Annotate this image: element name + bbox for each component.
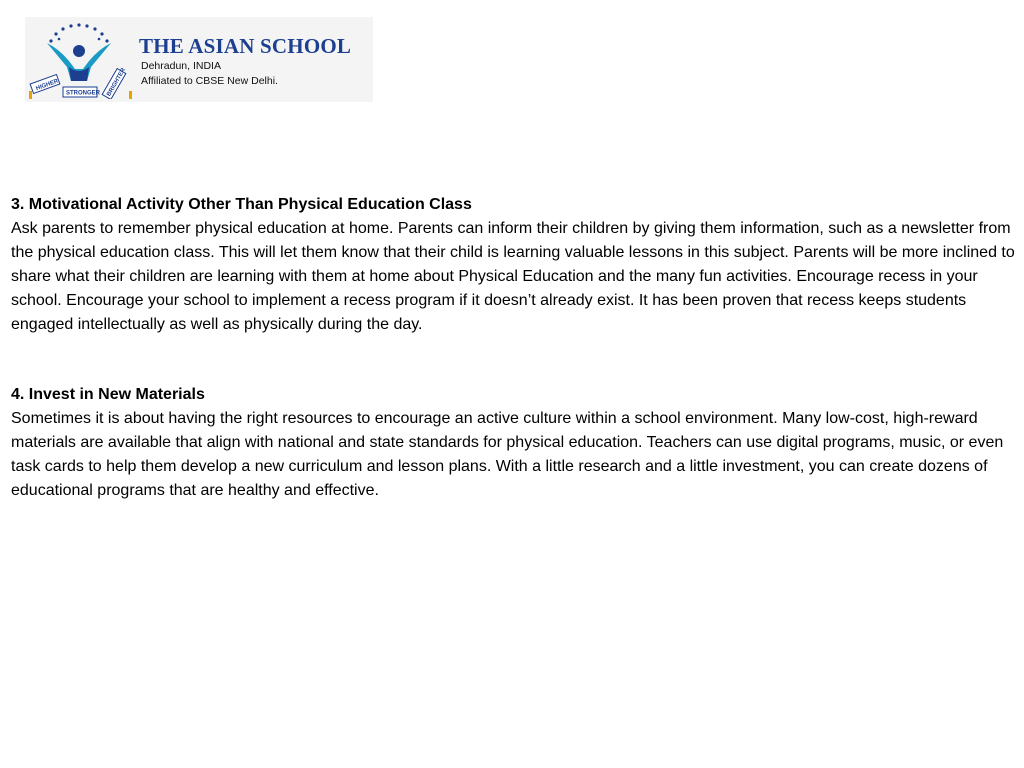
school-name: THE ASIAN SCHOOL bbox=[139, 34, 352, 58]
section-body: Ask parents to remember physical education at home. Parents can inform their children by giving them information, such as a newsletter from the physical education class. This will let them know that their child is learning valuable lessons in this subject. Parents will be more inclined to share what their children are learning with them at home about Physical Education and the many fun activities. Encourage recess in your school. Encourage your school to implement a recess program if it doesn’t already exist. It has been proven that recess keeps students engaged intellectually as well as physically during the day. bbox=[11, 220, 1015, 333]
school-affiliation: Affiliated to CBSE New Delhi. bbox=[141, 75, 278, 87]
section-heading: 4. Invest in New Materials bbox=[11, 386, 205, 403]
section-body: Sometimes it is about having the right resources to encourage an active culture within a school environment. Many low-cost, high-reward materials are available that align with national and state standards for physical education. Teachers can use digital programs, music, or even task cards to help them develop a new curriculum and lesson plans. With a little research and a little investment, you can create dozens of educational programs that are healthy and effective. bbox=[11, 410, 1004, 499]
section-heading: 3. Motivational Activity Other Than Physical Education Class bbox=[11, 196, 472, 213]
document-content bbox=[11, 193, 1015, 503]
motto-brighter: BRIGHTER bbox=[106, 67, 128, 98]
motto-stronger: STRONGER bbox=[66, 90, 101, 97]
school-emblem-icon bbox=[29, 19, 133, 99]
section-invest-materials bbox=[11, 383, 1015, 503]
motto-higher: HIGHER bbox=[35, 78, 60, 93]
school-logo bbox=[25, 17, 373, 102]
school-location: Dehradun, INDIA bbox=[141, 60, 221, 72]
section-motivational-activity bbox=[11, 193, 1015, 337]
